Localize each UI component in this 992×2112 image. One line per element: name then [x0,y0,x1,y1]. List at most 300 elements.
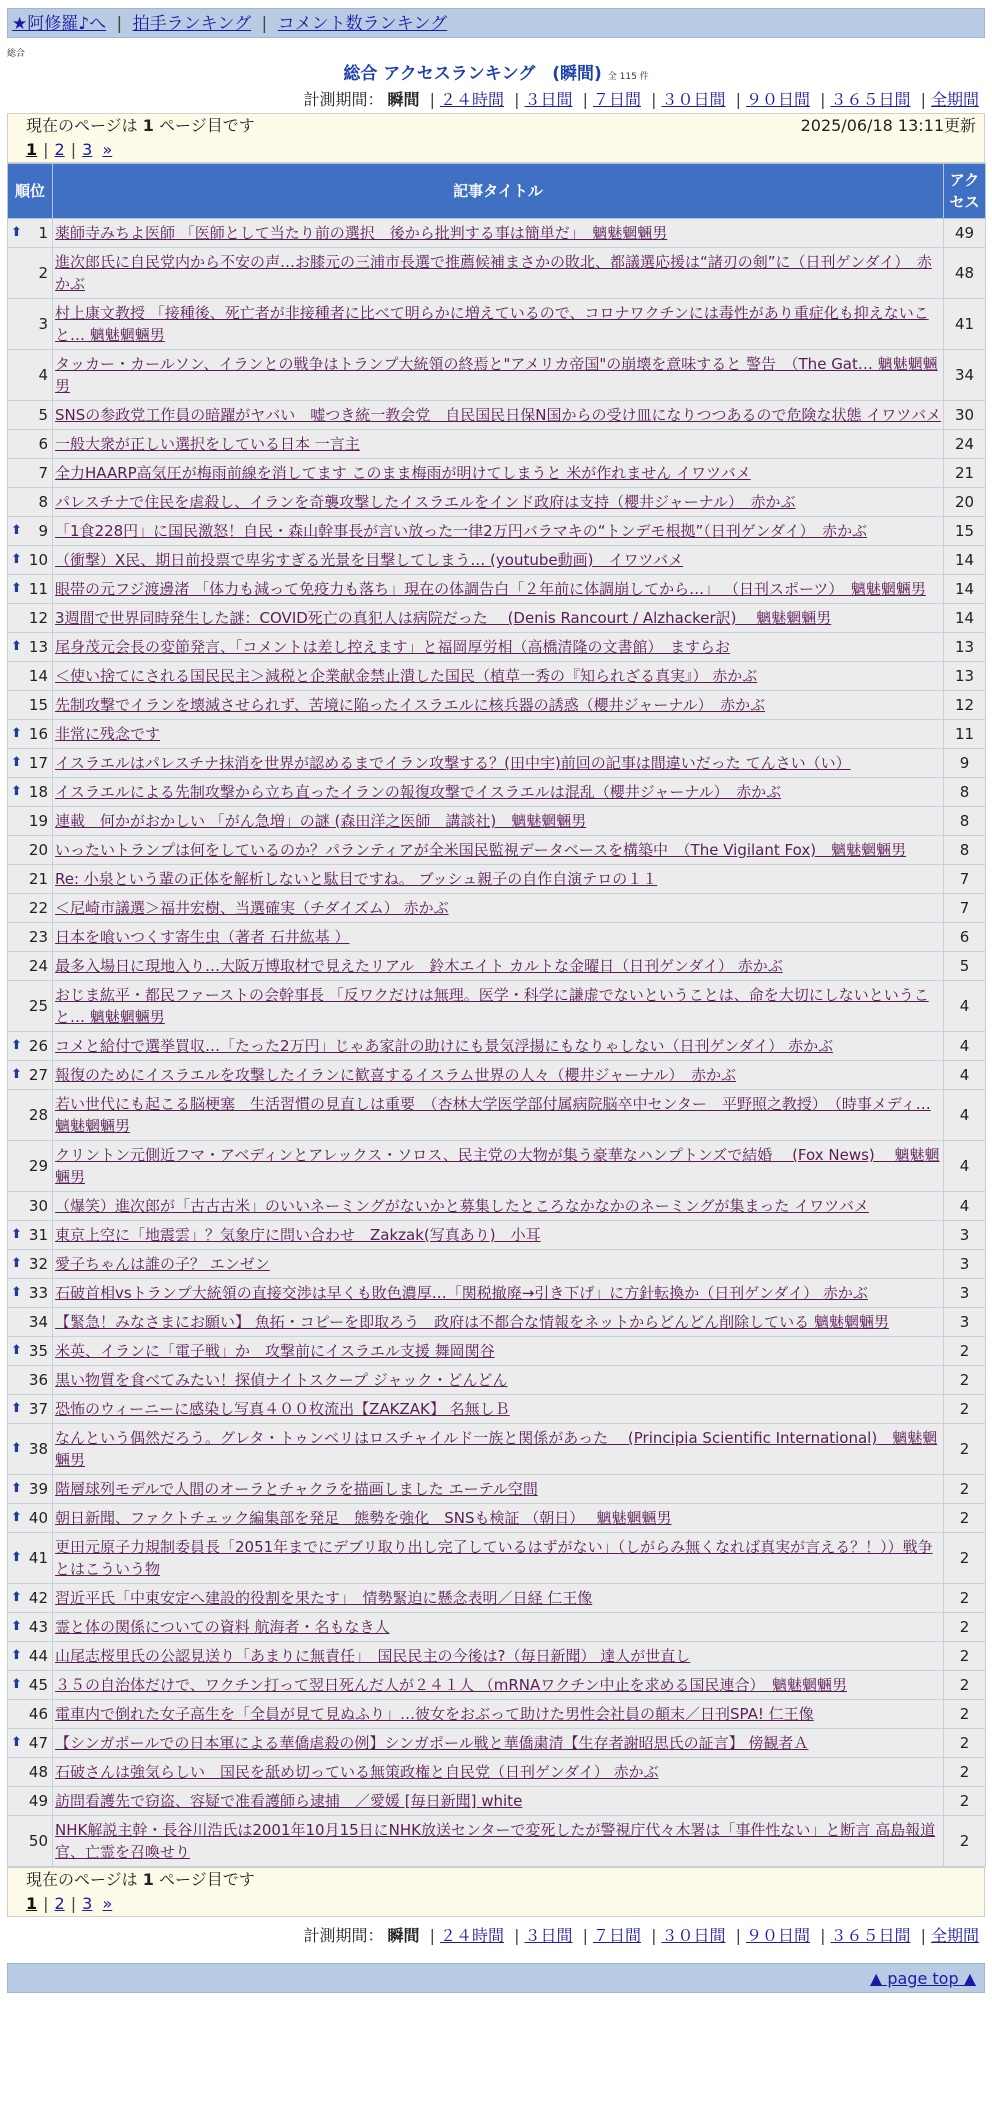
rank-number: 15 [28,696,48,714]
table-row [8,1758,986,1787]
table-row [8,1250,986,1279]
table-row [8,952,986,981]
nav-separator: | [116,14,123,34]
article-title-link[interactable]: 階層球列モデルで人間のオーラとチャクラを描画しました エーテル空間 [55,1480,538,1498]
title-cell [53,350,944,401]
rank-up-arrow-icon: ⬆ [11,1677,22,1692]
article-title-link[interactable]: 石破首相vsトランプ大統領の直接交渉は早くも敗色濃厚…「関税撤廃→引き下げ」に方針転換か（日刊ゲンダイ） 赤かぶ [55,1284,868,1302]
article-title-link[interactable]: 習近平氏「中東安定へ建設的役割を果たす」 情勢緊迫に懸念表明／日経 仁王像 [55,1589,593,1607]
table-row [8,1279,986,1308]
title-cell [53,1337,944,1366]
rank-number: 46 [28,1705,48,1723]
period-separator: | [735,1926,741,1945]
table-row [8,1671,986,1700]
article-title-link[interactable]: 電車内で倒れた女子高生を「全員が見て見ぬふり」…彼女をおぶって助けた男性会社員の顛末／日刊SPA! 仁王像 [55,1705,814,1723]
article-title-link[interactable]: なんという偶然だろう。グレタ・トゥンベリはロスチャイルド一族と関係があった (Principia Scientific International) 魑魅魍魎男 [55,1429,938,1469]
page-current: 1 [26,140,38,159]
article-title-link[interactable]: 訪問看護先で窃盗、容疑で准看護師ら逮捕 ／愛媛 [毎日新聞] white [55,1792,523,1810]
article-title-link[interactable]: 東京上空に「地震雲」？気象庁に問い合わせ Zakzak(写真あり) 小耳 [55,1226,541,1244]
access-count: 6 [944,923,986,952]
title-cell [53,1279,944,1308]
access-count: 49 [944,219,986,248]
access-count: 2 [944,1504,986,1533]
pager-separator: | [70,140,77,159]
period-90d[interactable]: ９０日間 [745,90,810,109]
rank-number: 40 [28,1509,48,1527]
access-count: 2 [944,1475,986,1504]
title-cell [53,894,944,923]
period-3d[interactable]: ３日間 [524,90,573,109]
table-row [8,517,986,546]
table-row [8,1533,986,1584]
title-cell [53,1061,944,1090]
table-row [8,1395,986,1424]
article-title-link[interactable]: 石破さんは強気らしい 国民を舐め切っている無策政権と自民党（日刊ゲンダイ） 赤かぶ [55,1763,659,1781]
table-row [8,807,986,836]
access-count: 48 [944,248,986,299]
table-row [8,1090,986,1141]
article-title-link[interactable]: 3週間で世界同時発生した謎：COVID死亡の真犯人は病院だった (Denis Rancourt / Alzhacker訳) 魑魅魍魎男 [55,609,832,627]
access-count: 2 [944,1533,986,1584]
rank-cell [8,691,53,720]
rank-up-arrow-icon: ⬆ [11,1227,22,1242]
period-separator: | [582,90,588,109]
title-cell [53,1671,944,1700]
access-count: 4 [944,1032,986,1061]
period-selector-top [7,87,985,113]
rank-cell [8,1395,53,1424]
title-cell [53,778,944,807]
article-title-link[interactable]: 若い世代にも起こる脳梗塞 生活習慣の見直しは重要 （杏林大学医学部付属病院脳卒中センター 平野照之教授） （時事メディ… 魑魅魍魎男 [55,1095,931,1135]
pager-status-row [26,114,976,138]
rank-number: 20 [28,841,48,859]
rank-up-arrow-icon: ⬆ [11,784,22,799]
title-cell [53,1758,944,1787]
rank-up-arrow-icon: ⬆ [11,225,22,240]
comment-ranking-link[interactable]: コメント数ランキング [277,14,448,34]
title-cell [53,807,944,836]
article-title-link[interactable]: 山尾志桜里氏の公認見送り「あまりに無責任」 国民民主の今後は?（毎日新聞） 達人が世直し [55,1647,691,1665]
access-count: 4 [944,1061,986,1090]
page-status-number: 1 [142,1870,154,1889]
rank-up-arrow-icon: ⬆ [11,1510,22,1525]
rank-number: 35 [28,1342,48,1360]
title-cell [53,952,944,981]
rank-cell [8,1192,53,1221]
access-count: 12 [944,691,986,720]
article-title-link[interactable]: 眼帯の元フジ渡邊渚 「体力も減って免疫力も落ち」現在の体調告白「２年前に体調崩してから…」 （日刊スポーツ） 魑魅魍魎男 [55,580,926,598]
article-title-link[interactable]: 「1食228円」に国民激怒！自民・森山幹事長が言い放った一律2万円バラマキの“トンデモ根拠”（日刊ゲンダイ） 赤かぶ [55,522,868,540]
rank-cell [8,1475,53,1504]
table-row [8,1141,986,1192]
period-all[interactable]: 全期間 [930,90,979,109]
rank-cell [8,1032,53,1061]
article-title-link[interactable]: イスラエルはパレスチナ抹消を世界が認めるまでイラン攻撃する？(田中宇)前回の記事は間違いだった てんさい（い） [55,754,851,772]
rank-cell [8,1308,53,1337]
title-cell [53,575,944,604]
table-row [8,219,986,248]
access-count: 11 [944,720,986,749]
rank-cell [8,1090,53,1141]
rank-cell [8,1613,53,1642]
rank-cell [8,1729,53,1758]
rank-number: 34 [28,1313,48,1331]
article-title-link[interactable]: 霊と体の関係についての資料 航海者・名もなき人 [55,1618,390,1636]
title-cell [53,1642,944,1671]
rank-up-arrow-icon: ⬆ [11,1067,22,1082]
rank-number: 27 [28,1066,48,1084]
table-row [8,1366,986,1395]
rank-number: 2 [38,264,48,282]
rank-cell [8,430,53,459]
page-title [7,61,985,87]
article-title-link[interactable]: 一般大衆が正しい選択をしている日本 一言主 [55,435,360,453]
rank-number: 11 [28,580,48,598]
access-count: 8 [944,836,986,865]
rank-number: 22 [28,899,48,917]
page-link-2[interactable]: 2 [54,1894,65,1913]
rank-up-arrow-icon: ⬆ [11,552,22,567]
rank-cell [8,807,53,836]
total-count: 全 115 件 [607,72,649,82]
article-title-link[interactable]: ３５の自治体だけで、ワクチン打って翌日死んだ人が２４１人 （mRNAワクチン中止を求める国民連合） 魑魅魍魎男 [55,1676,847,1694]
table-row [8,459,986,488]
article-title-link[interactable]: 日本を喰いつくす寄生虫（著者 石井紘基 ） [55,928,350,946]
rank-cell [8,1787,53,1816]
access-count: 9 [944,749,986,778]
table-row [8,1642,986,1671]
rank-cell [8,778,53,807]
period-label: 計測期間： [303,90,384,109]
page-next[interactable]: » [102,1894,113,1913]
period-separator: | [429,1926,435,1945]
article-title-link[interactable]: タッカー・カールソン、イランとの戦争はトランプ大統領の終焉と"アメリカ帝国"の崩壊を意味すると 警告 （The Gat… 魑魅魍魎男 [55,355,938,395]
article-title-link[interactable]: クリントン元側近フマ・アベディンとアレックス・ソロス、民主党の大物が集う豪華なハンプトンズで結婚 (Fox News) 魑魅魍魎男 [55,1146,940,1186]
period-active: 瞬間 [387,1926,420,1945]
rank-cell [8,1366,53,1395]
article-title-link[interactable]: 【緊急！みなさまにお願い】 魚拓・コピーを即取ろう 政府は不都合な情報をネットからどんどん削除している 魑魅魍魎男 [55,1313,889,1331]
title-cell [53,1475,944,1504]
category-label: 総合 [7,49,26,59]
rank-cell [8,546,53,575]
access-count: 4 [944,1141,986,1192]
title-cell [53,633,944,662]
rank-cell [8,1250,53,1279]
access-count: 2 [944,1366,986,1395]
title-cell [53,691,944,720]
rank-cell [8,749,53,778]
article-title-link[interactable]: ＜使い捨てにされる国民民主＞減税と企業献金禁止潰した国民（植草一秀の『知られざる真実』） 赤かぶ [55,667,758,685]
access-count: 2 [944,1424,986,1475]
period-separator: | [920,90,926,109]
rank-number: 12 [28,609,48,627]
access-count: 4 [944,1192,986,1221]
title-cell [53,1584,944,1613]
article-title-link[interactable]: 最多入場日に現地入り…大阪万博取材で見えたリアル 鈴木エイト カルトな金曜日（日刊ゲンダイ） 赤かぶ [55,957,783,975]
access-count: 4 [944,1090,986,1141]
table-row [8,1337,986,1366]
period-all[interactable]: 全期間 [930,1926,979,1945]
period-separator: | [651,90,657,109]
title-cell [53,749,944,778]
rank-cell [8,1642,53,1671]
page-link-3[interactable]: 3 [82,140,93,159]
rank-up-arrow-icon: ⬆ [11,1550,22,1565]
access-count: 8 [944,778,986,807]
rank-cell [8,1758,53,1787]
period-separator: | [820,1926,826,1945]
title-cell [53,1504,944,1533]
title-cell [53,836,944,865]
title-cell [53,865,944,894]
rank-cell [8,1141,53,1192]
period-separator: | [582,1926,588,1945]
page-status [26,114,255,138]
rank-number: 36 [28,1371,48,1389]
period-365d[interactable]: ３６５日間 [830,1926,911,1945]
rank-number: 16 [28,725,48,743]
access-count: 34 [944,350,986,401]
table-row [8,691,986,720]
rank-cell [8,575,53,604]
pagination [26,1892,976,1916]
header-access: アクセス [944,164,986,219]
rank-number: 50 [28,1832,48,1850]
article-title-link[interactable]: 非常に残念です [55,725,161,743]
rank-number: 29 [28,1157,48,1175]
article-title-link[interactable]: コメと給付で選挙買収…「たった2万円」じゃあ家計の助けにも景気浮揚にもなりゃしない（日刊ゲンダイ） 赤かぶ [55,1037,834,1055]
rank-cell [8,248,53,299]
access-count: 4 [944,981,986,1032]
page-status-suffix: ページ目です [159,116,255,135]
period-7d[interactable]: ７日間 [592,90,641,109]
table-row [8,575,986,604]
table-row [8,1192,986,1221]
title-cell [53,981,944,1032]
rank-number: 41 [28,1549,48,1567]
rank-number: 30 [28,1197,48,1215]
access-count: 2 [944,1395,986,1424]
table-row [8,430,986,459]
period-90d[interactable]: ９０日間 [745,1926,810,1945]
table-row [8,894,986,923]
rank-cell [8,836,53,865]
rank-up-arrow-icon: ⬆ [11,1648,22,1663]
pager-top [7,113,985,163]
article-title-link[interactable]: イスラエルによる先制攻撃から立ち直ったイランの報復攻撃でイスラエルは混乱（櫻井ジャーナル） 赤かぶ [55,783,782,801]
rank-up-arrow-icon: ⬆ [11,1735,22,1750]
table-row [8,1221,986,1250]
table-row [8,1584,986,1613]
article-title-link[interactable]: おじま紘平・都民ファーストの会幹事長 「反ワクだけは無理。医学・科学に謙虚でないということは、命を大切にしないということ… 魑魅魍魎男 [55,986,929,1026]
table-row [8,1032,986,1061]
title-cell [53,248,944,299]
page-top-link[interactable]: ▲ page top ▲ [869,1969,976,1988]
period-separator: | [514,1926,520,1945]
period-365d[interactable]: ３６５日間 [830,90,911,109]
title-cell [53,1700,944,1729]
rank-number: 49 [28,1792,48,1810]
access-count: 2 [944,1613,986,1642]
rank-cell [8,1533,53,1584]
access-count: 14 [944,604,986,633]
table-row [8,488,986,517]
title-cell [53,1424,944,1475]
table-row [8,1424,986,1475]
title-cell [53,662,944,691]
rank-cell [8,981,53,1032]
table-row [8,633,986,662]
header-rank: 順位 [8,164,53,219]
title-cell [53,604,944,633]
period-separator: | [651,1926,657,1945]
table-row [8,1700,986,1729]
access-count: 30 [944,401,986,430]
article-title-link[interactable]: 尾身茂元会長の変節発言、「コメントは差し控えます」と福岡厚労相（高橋清隆の文書館） ますらお [55,638,731,656]
title-cell [53,517,944,546]
rank-cell [8,1584,53,1613]
home-link[interactable]: ★阿修羅♪へ [12,14,107,34]
pagination [26,138,976,162]
nav-separator: | [261,14,268,34]
rank-cell [8,517,53,546]
title-cell [53,720,944,749]
title-cell [53,1787,944,1816]
article-title-link[interactable]: （衝撃）X民、期日前投票で卑劣すぎる光景を目撃してしまう… (youtube動画) イワツバメ [55,551,684,569]
rank-cell [8,219,53,248]
article-title-link[interactable]: 愛子ちゃんは誰の子？ エンゼン [55,1255,270,1273]
period-3d[interactable]: ３日間 [524,1926,573,1945]
rank-cell [8,1279,53,1308]
title-cell [53,1533,944,1584]
page-link-3[interactable]: 3 [82,1894,93,1913]
period-24h[interactable]: ２４時間 [439,1926,504,1945]
applause-ranking-link[interactable]: 拍手ランキング [132,14,252,34]
period-separator: | [820,90,826,109]
article-title-link[interactable]: 報復のためにイスラエルを攻撃したイランに歓喜するイスラム世界の人々（櫻井ジャーナル） 赤かぶ [55,1066,737,1084]
access-count: 41 [944,299,986,350]
period-7d[interactable]: ７日間 [592,1926,641,1945]
period-24h[interactable]: ２４時間 [439,90,504,109]
rank-number: 45 [28,1676,48,1694]
article-title-link[interactable]: NHK解説主幹・長谷川浩氏は2001年10月15日にNHK放送センターで変死したが警視庁代々木署は「事件性ない」と断言 高島報道官、亡霊を召喚せり [55,1821,936,1861]
title-cell [53,1221,944,1250]
article-title-link[interactable]: 更田元原子力規制委員長「2051年までにデブリ取り出し完了しているはずがない」（しがらみ無くなれば真実が言える？！））戦争とはこういう物 [55,1538,933,1578]
period-separator: | [514,90,520,109]
rank-cell [8,1337,53,1366]
article-title-link[interactable]: 黒い物質を食べてみたい！探偵ナイトスクープ ジャック・どんどん [55,1371,508,1389]
rank-number: 48 [28,1763,48,1781]
period-30d[interactable]: ３０日間 [661,1926,726,1945]
rank-cell [8,720,53,749]
rank-cell [8,633,53,662]
rank-number: 21 [28,870,48,888]
table-row [8,749,986,778]
article-title-link[interactable]: 進次郎氏に自民党内から不安の声…お膝元の三浦市長選で推薦候補まさかの敗北、都議選応援は“諸刃の剣”に（日刊ゲンダイ） 赤かぶ [55,253,932,293]
rank-cell [8,865,53,894]
rank-number: 23 [28,928,48,946]
title-cell [53,1613,944,1642]
table-header-row [8,164,986,219]
rank-up-arrow-icon: ⬆ [11,1343,22,1358]
article-title-link[interactable]: 全力HAARP高気圧が梅雨前線を消してます このまま梅雨が明けてしまうと 米が作れません イワツバメ [55,464,751,482]
article-title-link[interactable]: 村上康文教授 「接種後、死亡者が非接種者に比べて明らかに増えているので、コロナワクチンには毒性があり重症化も抑えないこと… 魑魅魍魎男 [55,304,929,344]
rank-number: 18 [28,783,48,801]
access-count: 2 [944,1787,986,1816]
period-selector-bottom [7,1923,985,1949]
rank-cell [8,401,53,430]
title-cell [53,1308,944,1337]
footer-bar [7,1963,985,1993]
article-title-link[interactable]: 【シンガポールでの日本軍による華僑虐殺の例】シンガポール戦と華僑粛清【生存者謝昭思氏の証言】 傍観者Ａ [55,1734,809,1752]
table-row [8,604,986,633]
table-row [8,662,986,691]
table-row [8,1475,986,1504]
rank-number: 1 [38,224,48,242]
article-title-link[interactable]: 連載 何かがおかしい 「がん急増」の謎 (森田洋之医師 講談社) 魑魅魍魎男 [55,812,587,830]
article-title-link[interactable]: 薬師寺みちよ医師 「医師として当たり前の選択 後から批判する事は簡単だ」 魑魅魍魎男 [55,224,668,242]
rank-number: 4 [38,366,48,384]
access-count: 7 [944,894,986,923]
rank-number: 42 [28,1589,48,1607]
page-status [26,1868,255,1892]
rank-cell [8,1061,53,1090]
access-count: 2 [944,1337,986,1366]
pager-status-row [26,1868,976,1892]
article-title-link[interactable]: Re: 小泉という輩の正体を解析しないと駄目ですね。 ブッシュ親子の自作自演テロの１１ [55,870,658,888]
access-count: 3 [944,1250,986,1279]
rank-number: 13 [28,638,48,656]
rank-number: 38 [28,1440,48,1458]
article-title-link[interactable]: 朝日新聞、ファクトチェック編集部を発足 態勢を強化 SNSも検証 （朝日） 魑魅魍魎男 [55,1509,672,1527]
title-cell [53,299,944,350]
article-title-link[interactable]: SNSの参政党工作員の暗躍がヤバい 嘘つき統一教会党 自民国民日保N国からの受け皿になりつつあるので危険な状態 イワツバメ [55,406,941,424]
rank-number: 44 [28,1647,48,1665]
access-count: 3 [944,1221,986,1250]
title-cell [53,401,944,430]
article-title-link[interactable]: いったいトランプは何をしているのか？パランティアが全米国民監視データベースを構築中 （The Vigilant Fox) 魑魅魍魎男 [55,841,907,859]
table-row [8,836,986,865]
table-row [8,1504,986,1533]
rank-number: 10 [28,551,48,569]
article-title-link[interactable]: 米英、イランに「電子戦」か 攻撃前にイスラエル支援 舞岡関谷 [55,1342,495,1360]
table-row [8,546,986,575]
rank-up-arrow-icon: ⬆ [11,1481,22,1496]
rank-number: 39 [28,1480,48,1498]
article-title-link[interactable]: 先制攻撃でイランを壊滅させられず、苦境に陥ったイスラエルに核兵器の誘惑（櫻井ジャーナル） 赤かぶ [55,696,766,714]
article-title-link[interactable]: （爆笑）進次郎が「古古古米」のいいネーミングがないかと募集したところなかなかのネーミングが集まった イワツバメ [55,1197,869,1215]
table-row [8,1613,986,1642]
rank-up-arrow-icon: ⬆ [11,1038,22,1053]
title-cell [53,1729,944,1758]
page-status-prefix: 現在のページは [26,116,138,135]
access-count: 3 [944,1308,986,1337]
page-status-prefix: 現在のページは [26,1870,138,1889]
period-active: 瞬間 [387,90,420,109]
period-30d[interactable]: ３０日間 [661,90,726,109]
page-link-2[interactable]: 2 [54,140,65,159]
page-title-text: 総合 アクセスランキング (瞬間) [343,64,602,84]
access-count: 2 [944,1584,986,1613]
article-title-link[interactable]: パレスチナで住民を虐殺し、イランを奇襲攻撃したイスラエルをインド政府は支持（櫻井ジャーナル） 赤かぶ [55,493,796,511]
rank-cell [8,604,53,633]
rank-number: 47 [28,1734,48,1752]
article-title-link[interactable]: ＜尼崎市議選＞福井宏樹、当選確実（チダイズム） 赤かぶ [55,899,449,917]
page-next[interactable]: » [102,140,113,159]
article-title-link[interactable]: 恐怖のウィーニーに感染し写真４００枚流出【ZAKZAK】 名無しＢ [55,1400,510,1418]
table-row [8,350,986,401]
access-count: 24 [944,430,986,459]
